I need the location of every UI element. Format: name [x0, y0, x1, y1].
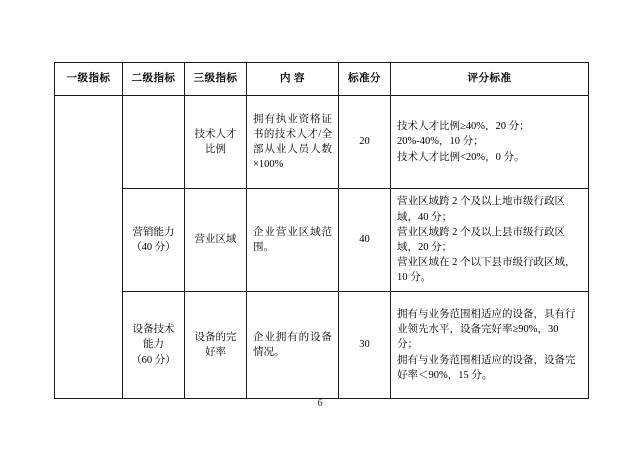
- cell-level3-row1: 技术人才 比例: [185, 96, 247, 189]
- evaluation-table: [54, 62, 589, 399]
- cell-content-row2: 企业营业区域范围。: [247, 189, 339, 292]
- cell-level3-row3: 设备的完 好率: [185, 292, 247, 399]
- page-number: 6: [317, 398, 323, 409]
- criteria-line: 技术人才比例<20%，0 分。: [397, 151, 525, 163]
- table-header-row: [55, 63, 589, 96]
- criteria-line: 拥有与业务范围相适应的设备，设备完好率＜90%，15 分。: [397, 354, 576, 381]
- criteria-line: 营业区域在 2 个以下县市级行政区域，10 分。: [397, 257, 576, 284]
- cell-level2-row2: 营销能力 （40 分）: [123, 189, 185, 292]
- header-level3: 三级指标: [185, 63, 247, 96]
- criteria-line: 20%-40%，10 分；: [397, 136, 484, 148]
- criteria-line: 营业区域跨 2 个及以上地市级行政区域，40 分；: [397, 196, 565, 223]
- cell-criteria-row3: [391, 292, 589, 399]
- header-level2: 二级指标: [123, 63, 185, 96]
- header-level1: 一级指标: [55, 63, 123, 96]
- cell-criteria-row1: [391, 96, 589, 189]
- cell-level1-merged: [55, 96, 123, 399]
- cell-level3-row2: 营业区域: [185, 189, 247, 292]
- cell-content-row1: 拥有执业资格证书的技术人才/全部从业人员人数×100%: [247, 96, 339, 189]
- criteria-line: 技术人才比例≥40%，20 分；: [397, 121, 530, 133]
- cell-criteria-row2: [391, 189, 589, 292]
- table-row: [55, 292, 589, 399]
- cell-score-row2: 40: [339, 189, 391, 292]
- cell-score-row1: 20: [339, 96, 391, 189]
- header-criteria: 评分标准: [391, 63, 589, 96]
- criteria-line: 拥有与业务范围相适应的设备，具有行业领先水平，设备完好率≥90%，30 分；: [397, 308, 576, 351]
- cell-score-row3: 30: [339, 292, 391, 399]
- cell-level2-row3: 设备技术 能力 （60 分）: [123, 292, 185, 399]
- table-row: [55, 96, 589, 189]
- header-content: 内 容: [247, 63, 339, 96]
- header-score: 标准分: [339, 63, 391, 96]
- criteria-line: 营业区域跨 2 个及以上县市级行政区域，20 分；: [397, 226, 565, 253]
- table-header: [55, 63, 589, 96]
- table-row: [55, 189, 589, 292]
- cell-level2-row1: [123, 96, 185, 189]
- table-body: [55, 96, 589, 399]
- cell-content-row3: 企业拥有的设备情况。: [247, 292, 339, 399]
